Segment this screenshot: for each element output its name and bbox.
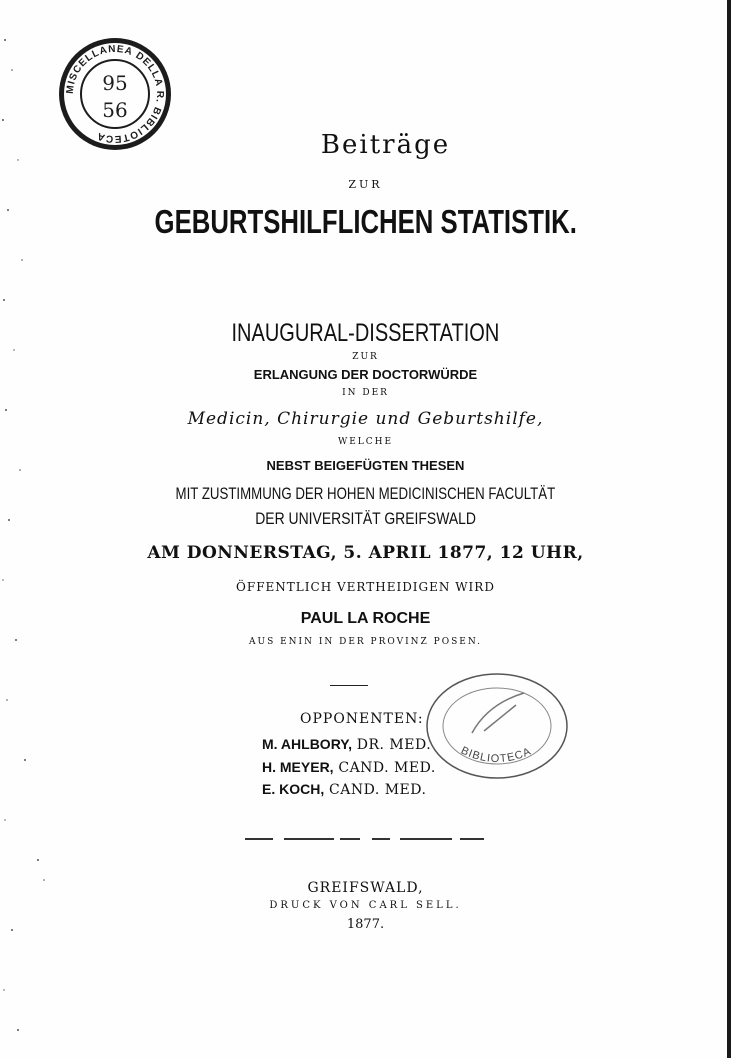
welche-label: WELCHE (337, 437, 394, 447)
main-title-text: GEBURTSHILFLICHEN STATISTIK. (154, 203, 577, 240)
in-der-label: IN DER (342, 388, 389, 398)
stamp-number-top: 95 (102, 71, 128, 95)
imprint-printer: DRUCK VON CARL SELL. (269, 900, 462, 911)
opponent-row (262, 780, 426, 798)
separator-dashes (460, 838, 484, 840)
imprint-year: 1877. (346, 917, 385, 932)
author-name: PAUL LA ROCHE (300, 610, 431, 627)
opponent-name: E. KOCH, (262, 781, 325, 797)
erlangung-line: ERLANGUNG DER DOCTORWÜRDE (253, 367, 478, 382)
separator-short (330, 685, 368, 686)
svg-text:BIBLIOTECA (459, 745, 533, 766)
opponents-heading: OPPONENTEN: (300, 711, 424, 727)
imprint-city: GREIFSWALD, (307, 880, 424, 896)
opponent-row (262, 735, 431, 753)
opponent-role: CAND. MED. (338, 760, 436, 776)
date-line: AM DONNERSTAG, 5. APRIL 1877, 12 UHR, (147, 543, 584, 563)
separator-dashes (284, 838, 334, 840)
separator-dashes (245, 838, 273, 840)
stamp-number-bottom: 56 (102, 98, 128, 122)
oval-stamp-text: BIBLIOTECA (459, 744, 534, 766)
opponent-row (262, 758, 436, 776)
separator-dashes (340, 838, 360, 840)
opponent-name: H. MEYER, (262, 759, 334, 775)
author-origin: AUS ENIN IN DER PROVINZ POSEN. (249, 637, 482, 647)
oeffentlich-line: ÖFFENTLICH VERTHEIDIGEN WIRD (236, 580, 495, 594)
main-title (0, 202, 731, 241)
nebst-line: NEBST BEIGEFÜGTEN THESEN (266, 458, 465, 473)
opponent-name: M. AHLBORY, (262, 736, 352, 752)
title-zur: ZUR (348, 178, 383, 191)
dissertation-heading (0, 318, 731, 348)
separator-dashes (400, 838, 452, 840)
opponent-role: CAND. MED. (329, 782, 427, 798)
dissertation-heading-text: INAUGURAL-DISSERTATION (231, 319, 500, 347)
stamp-ring-text: MISCELLANEA DELLA R. BIBLIOTECA (64, 43, 166, 145)
opponent-role: DR. MED. (356, 737, 432, 753)
universitaet-line (0, 509, 731, 529)
fields-line: Medicin, Chirurgie und Geburtshilfe, (187, 409, 544, 429)
separator-dashes (372, 838, 390, 840)
zur-label: ZUR (352, 352, 379, 362)
universitaet-text: DER UNIVERSITÄT GREIFSWALD (255, 509, 476, 528)
library-stamp-oval (424, 671, 570, 781)
zustimmung-line (0, 484, 731, 504)
title-beitraege: Beiträge (320, 130, 451, 160)
zustimmung-text: MIT ZUSTIMMUNG DER HOHEN MEDICINISCHEN FACULTÄT (175, 484, 556, 503)
